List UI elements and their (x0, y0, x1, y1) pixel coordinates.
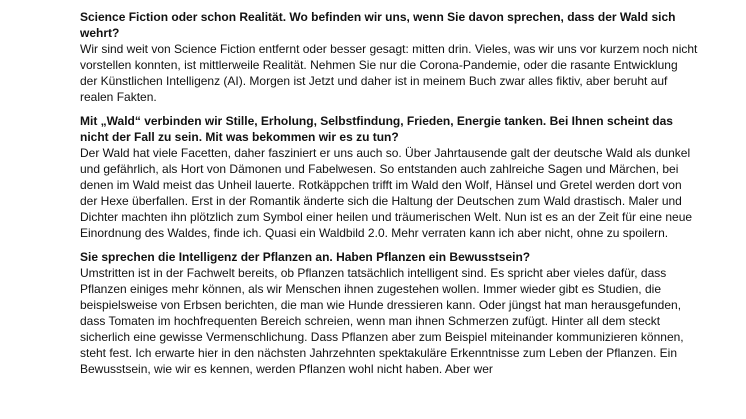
qa-section-3 (80, 249, 698, 377)
question-heading: Mit „Wald“ verbinden wir Stille, Erholung, Selbstfindung, Frieden, Energie tanken. Bei Ihnen scheint das nicht der Fall zu sein. Mit was bekommen wir es zu tun? (80, 114, 673, 144)
question-heading: Science Fiction oder schon Realität. Wo befinden wir uns, wenn Sie davon sprechen, dass der Wald sich wehrt? (80, 10, 676, 40)
answer-paragraph: Wir sind weit von Science Fiction entfernt oder besser gesagt: mitten drin. Vieles, was wir uns vor kurzem noch nicht vorstellen konnten, ist mittlerweile Realität. Nehmen Sie nur die Corona-Pandemie, oder die rasante Entwicklung der Künstlichen Intelligenz (AI). Morgen ist Jetzt und daher ist in meinem Buch zwar alles fiktiv, aber beruht auf realen Fakten. (80, 42, 698, 104)
qa-section-1 (80, 9, 698, 105)
interview-document (80, 9, 698, 385)
question-heading: Sie sprechen die Intelligenz der Pflanzen an. Haben Pflanzen ein Bewusstsein? (80, 250, 531, 264)
answer-paragraph: Umstritten ist in der Fachwelt bereits, ob Pflanzen tatsächlich intelligent sind. Es spricht aber vieles dafür, dass Pflanzen einiges mehr können, als wir Menschen ihnen zugestehen wollen. Immer wieder gibt es Studien, die beispielsweise von Erbsen berichten, die man wie Hunde dressieren kann. Oder jüngst hat man herausgefunden, dass Tomaten im hochfrequenten Bereich schreien, wenn man ihnen Schmerzen zufügt. Hinter all dem steckt sicherlich eine gewisse Vermenschlichung. Dass Pflanzen aber zum Beispiel miteinander kommunizieren können, steht fest. Ich erwarte hier in den nächsten Jahrzehnten spektakuläre Erkenntnisse zum Leben der Pflanzen. Ein Bewusstsein, wie wir es kennen, werden Pflanzen wohl nicht haben. Aber wer (80, 266, 684, 376)
answer-paragraph: Der Wald hat viele Facetten, daher fasziniert er uns auch so. Über Jahrtausende galt der deutsche Wald als dunkel und gefährlich, als Hort von Dämonen und Fabelwesen. So entstanden auch zahlreiche Sagen und Märchen, bei denen im Wald meist das Unheil lauerte. Rotkäppchen trifft im Wald den Wolf, Hänsel und Gretel werden dort von der Hexe überfallen. Erst in der Romantik änderte sich die Haltung der Deutschen zum Wald drastisch. Maler und Dichter machten ihn plötzlich zum Symbol einer heilen und träumerischen Welt. Nun ist es an der Zeit für eine neue Einordnung des Waldes, finde ich. Quasi ein Waldbild 2.0. Mehr verraten kann ich aber nicht, ohne zu spoilern. (80, 146, 693, 240)
qa-section-2 (80, 113, 698, 241)
